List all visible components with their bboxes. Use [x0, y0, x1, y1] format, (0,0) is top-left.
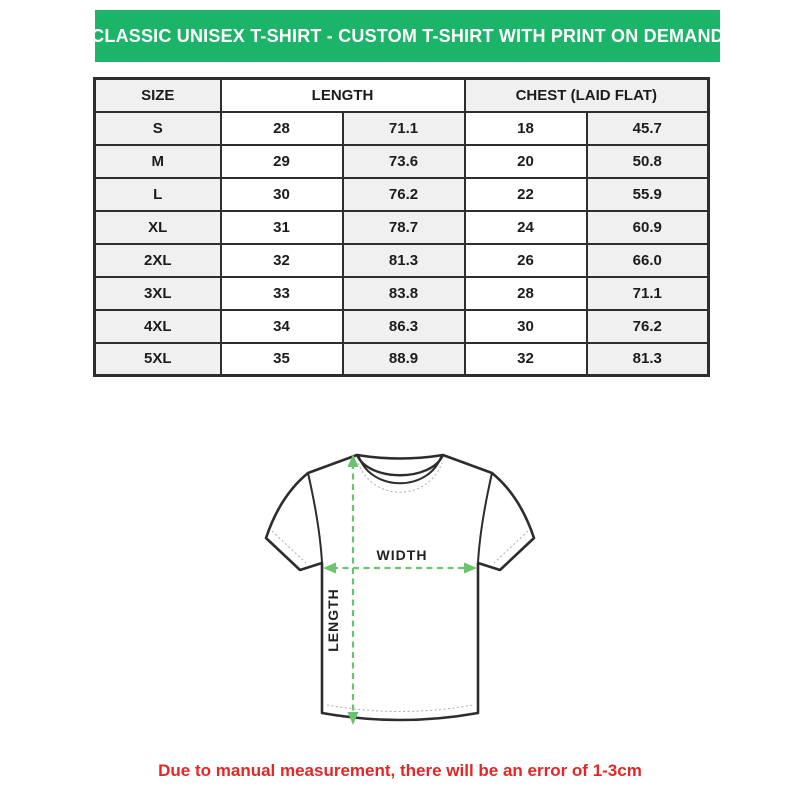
- value-cell: 29: [221, 145, 343, 178]
- value-cell: 81.3: [343, 244, 465, 277]
- value-cell: 28: [221, 112, 343, 145]
- width-label: WIDTH: [376, 547, 428, 563]
- value-cell: 34: [221, 310, 343, 343]
- size-cell: XL: [95, 211, 221, 244]
- size-cell: 3XL: [95, 277, 221, 310]
- table-row: [95, 178, 709, 211]
- value-cell: 26: [465, 244, 587, 277]
- measurement-note: Due to manual measurement, there will be an error of 1-3cm: [158, 761, 642, 780]
- col-header-size: SIZE: [95, 79, 221, 112]
- value-cell: 28: [465, 277, 587, 310]
- size-cell: 2XL: [95, 244, 221, 277]
- value-cell: 30: [465, 310, 587, 343]
- value-cell: 22: [465, 178, 587, 211]
- value-cell: 76.2: [343, 178, 465, 211]
- tshirt-body-outline: [266, 455, 534, 720]
- value-cell: 50.8: [587, 145, 709, 178]
- value-cell: 66.0: [587, 244, 709, 277]
- value-cell: 30: [221, 178, 343, 211]
- value-cell: 32: [221, 244, 343, 277]
- table-row: [95, 277, 709, 310]
- value-cell: 60.9: [587, 211, 709, 244]
- value-cell: 33: [221, 277, 343, 310]
- value-cell: 18: [465, 112, 587, 145]
- size-cell: 5XL: [95, 343, 221, 376]
- value-cell: 71.1: [587, 277, 709, 310]
- size-cell: 4XL: [95, 310, 221, 343]
- value-cell: 35: [221, 343, 343, 376]
- value-cell: 45.7: [587, 112, 709, 145]
- col-header-chest: CHEST (LAID FLAT): [465, 79, 709, 112]
- table-row: [95, 343, 709, 376]
- value-cell: 32: [465, 343, 587, 376]
- table-row: [95, 211, 709, 244]
- size-cell: L: [95, 178, 221, 211]
- table-row: [95, 145, 709, 178]
- value-cell: 76.2: [587, 310, 709, 343]
- value-cell: 86.3: [343, 310, 465, 343]
- value-cell: 78.7: [343, 211, 465, 244]
- value-cell: 71.1: [343, 112, 465, 145]
- length-label: LENGTH: [325, 588, 341, 652]
- size-cell: M: [95, 145, 221, 178]
- size-cell: S: [95, 112, 221, 145]
- tshirt-outline-svg: [240, 430, 560, 750]
- table-header-row: [95, 79, 709, 112]
- value-cell: 88.9: [343, 343, 465, 376]
- size-table: [93, 77, 710, 377]
- tshirt-diagram: [240, 430, 560, 750]
- page-title: CLASSIC UNISEX T-SHIRT - CUSTOM T-SHIRT WITH PRINT ON DEMAND: [91, 25, 724, 46]
- value-cell: 73.6: [343, 145, 465, 178]
- table-row: [95, 112, 709, 145]
- value-cell: 81.3: [587, 343, 709, 376]
- value-cell: 83.8: [343, 277, 465, 310]
- table-row: [95, 244, 709, 277]
- value-cell: 20: [465, 145, 587, 178]
- table-row: [95, 310, 709, 343]
- title-banner: [91, 10, 724, 62]
- value-cell: 31: [221, 211, 343, 244]
- col-header-length: LENGTH: [221, 79, 465, 112]
- value-cell: 24: [465, 211, 587, 244]
- value-cell: 55.9: [587, 178, 709, 211]
